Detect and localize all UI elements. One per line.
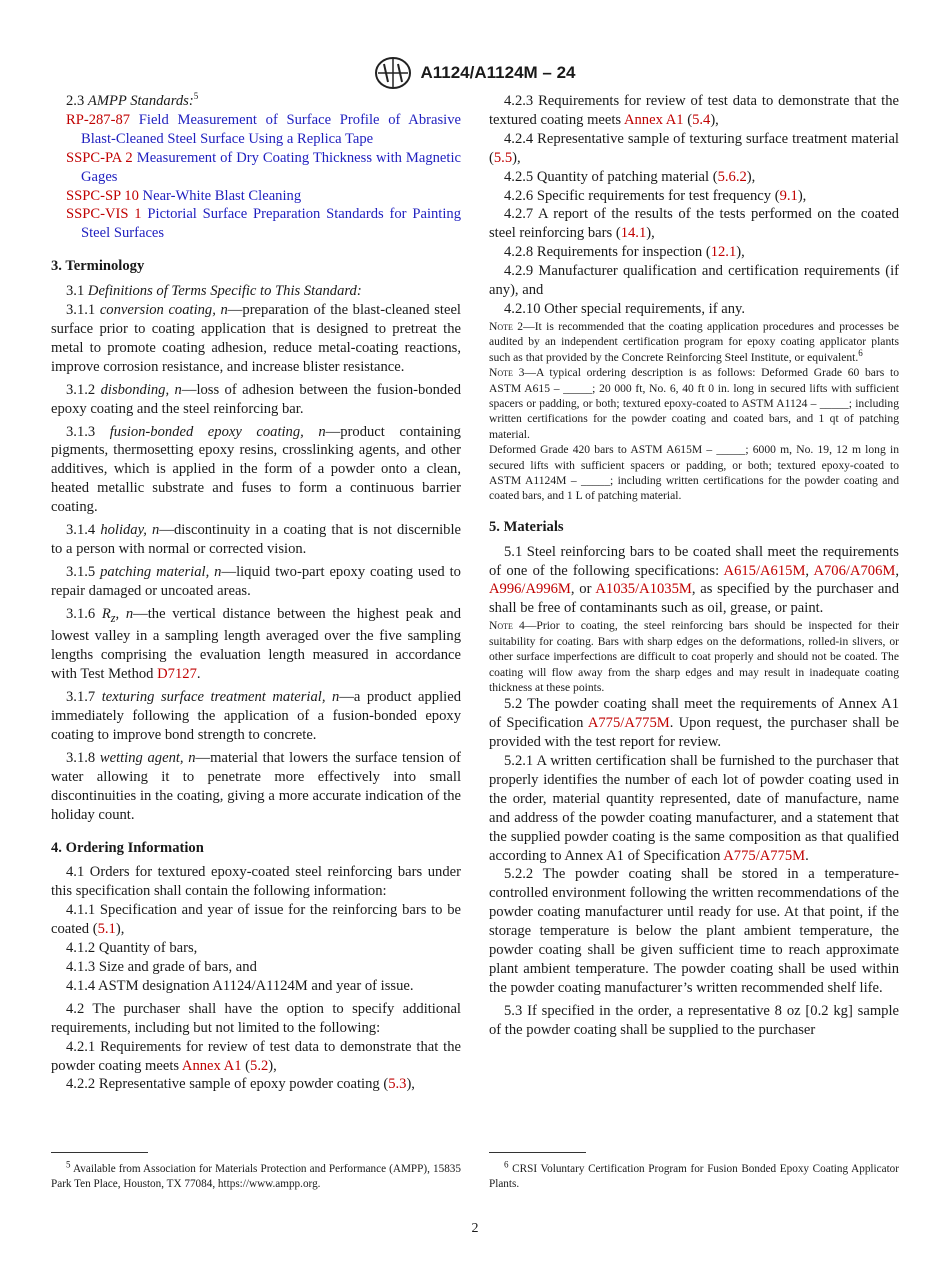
section-4-1-1: 4.1.1 Specification and year of issue for the reinforcing bars to be coated (5.1), <box>51 902 461 938</box>
section-heading-ordering: 4. Ordering Information <box>51 839 204 856</box>
section-4-1-4: 4.1.4 ASTM designation A1124/A1124M and year of issue. <box>66 977 414 994</box>
section-4-2-4: 4.2.4 Representative sample of texturing surface treatment material (5.5), <box>489 130 899 166</box>
section-link[interactable]: 12.1 <box>710 244 737 261</box>
section-4-1-2: 4.1.2 Quantity of bars, <box>66 940 198 957</box>
section-4-2-7: 4.2.7 A report of the results of the tests performed on the coated steel reinforcing bars (14.1), <box>489 206 899 242</box>
section-heading-materials: 5. Materials <box>489 518 564 535</box>
definition-3-1-1: 3.1.1 conversion coating, n—preparation of the blast-cleaned steel surface prior to coating application that is designed to pretreat the metal to promote coating adhesion, reduce metal-coating reactions, improve corrosion resistance, and increase blister resistance. <box>51 302 461 375</box>
reference-item <box>51 205 461 243</box>
spec-link[interactable]: A775/A775M <box>723 847 806 864</box>
definition-3-1-5: 3.1.5 patching material, n—liquid two-part epoxy coating used to repair damaged or uncoated areas. <box>51 563 461 599</box>
reference-code-link[interactable]: SSPC-SP 10 <box>66 187 139 204</box>
section-4-2-10: 4.2.10 Other special requirements, if any. <box>504 300 745 317</box>
definition-3-1-3: 3.1.3 fusion-bonded epoxy coating, n—product containing pigments, thermosetting epoxy resins, crosslinking agents, and other additives, which is applied in the form of a powder onto a clean, heated metallic substrate and fuses to form a continuous barrier coating. <box>51 423 461 516</box>
section-4-2-2: 4.2.2 Representative sample of epoxy powder coating (5.3), <box>66 1076 415 1093</box>
note-2: Note 2—It is recommended that the coating application procedures and processes be audited by an independent certification program for epoxy coating applicator plants such as that provided by the Concrete Reinforcing Steel Institute, or equivalent.$^6$ <box>489 319 899 364</box>
definition-3-1-4: 3.1.4 holiday, n—discontinuity in a coating that is not discernible to a person with normal or corrected vision. <box>51 522 462 557</box>
footnote-6: $^6$ CRSI Voluntary Certification Program for Fusion Bonded Epoxy Coating Applicator Plants. <box>489 1159 899 1190</box>
section-link[interactable]: 9.1 <box>779 187 798 204</box>
definition-3-1-7: 3.1.7 texturing surface treatment material, n—a product applied immediately following the application of a fusion-bonded epoxy coating to improve bond strength to concrete. <box>51 689 461 743</box>
left-column <box>51 92 461 1094</box>
section-heading-terminology: 3. Terminology <box>51 258 145 275</box>
section-link[interactable]: 5.2 <box>250 1057 269 1074</box>
section-5-3: 5.3 If specified in the order, a representative 8 oz [0.2 kg] sample of the powder coating shall be supplied to the purchaser <box>489 1002 899 1038</box>
spec-link[interactable]: A1035/A1035M <box>595 581 692 598</box>
right-column <box>489 92 899 1040</box>
reference-title-link[interactable]: Field Measurement of Surface Profile of Abrasive Blast-Cleaned Steel Surface Using a Replica Tape <box>81 111 461 147</box>
section-4-1: 4.1 Orders for textured epoxy-coated steel reinforcing bars under this specification shall contain the following information: <box>51 864 461 900</box>
annex-link[interactable]: Annex A1 <box>181 1057 242 1074</box>
section-4-2-8: 4.2.8 Requirements for inspection (12.1), <box>504 244 745 261</box>
section-link[interactable]: 5.3 <box>388 1076 407 1093</box>
section-4-2: 4.2 The purchaser shall have the option to specify additional requirements, including but not limited to the following: <box>51 1000 461 1036</box>
page-header <box>0 56 950 90</box>
section-4-2-6: 4.2.6 Specific requirements for test frequency (9.1), <box>504 187 807 204</box>
section-link[interactable]: 5.1 <box>97 921 116 938</box>
section-2-3: 2.3 AMPP Standards:$^5$ <box>66 91 199 109</box>
reference-code-link[interactable]: SSPC-VIS 1 <box>66 206 142 223</box>
spec-link[interactable]: A996/A996M <box>489 581 571 598</box>
section-4-2-5: 4.2.5 Quantity of patching material (5.6.2), <box>504 168 756 185</box>
spec-link[interactable]: A775/A775M <box>587 715 670 732</box>
reference-code-link[interactable]: SSPC-PA 2 <box>66 149 133 166</box>
section-4-2-3: 4.2.3 Requirements for review of test data to demonstrate that the textured coating meets Annex A1 (5.4), <box>489 93 899 128</box>
footnote-5: $^5$ Available from Association for Materials Protection and Performance (AMPP), 15835 Park Ten Place, Houston, TX 77084, https://www.ampp.org. <box>51 1159 461 1190</box>
section-4-2-9: 4.2.9 Manufacturer qualification and certification requirements (if any), and <box>489 263 899 299</box>
spec-link[interactable]: A615/A615M <box>723 562 806 579</box>
section-4-2-1: 4.2.1 Requirements for review of test data to demonstrate that the powder coating meets Annex A1 (5.2), <box>51 1038 461 1074</box>
section-link[interactable]: 14.1 <box>620 225 647 242</box>
reference-title-link[interactable]: Pictorial Surface Preparation Standards for Painting Steel Surfaces <box>81 206 461 242</box>
document-designation: A1124/A1124M – 24 <box>420 63 576 82</box>
standard-link[interactable]: D7127 <box>157 666 197 683</box>
definition-3-1-8: 3.1.8 wetting agent, n—material that lowers the surface tension of water allowing it to penetrate more effectively into small discontinuities in the coating, giving a more accurate indication of the holiday count. <box>51 749 461 823</box>
annex-link[interactable]: Annex A1 <box>623 111 684 128</box>
spec-link[interactable]: A706/A706M <box>813 562 896 579</box>
note-4: Note 4—Prior to coating, the steel reinforcing bars should be inspected for their suitability for coating. Bars with sharp edges on the deformations, rolled-in slivers, or other surface imperfections are difficult to coat properly and should not be coated. The coating will flow away from the sharp edges and may result in inadequate coating thickness at these points. <box>489 619 900 694</box>
footnote-divider <box>51 1152 148 1153</box>
reference-item <box>51 187 461 206</box>
reference-code-link[interactable]: RP-287-87 <box>66 111 131 128</box>
reference-title-link[interactable]: Near-White Blast Cleaning <box>142 187 302 204</box>
section-5-2: 5.2 The powder coating shall meet the requirements of Annex A1 of Specification A775/A775M. Upon request, the purchaser shall be provided with the test report for review. <box>489 696 899 751</box>
section-5-2-2: 5.2.2 The powder coating shall be stored in a temperature-controlled environment following the written recommendations of the powder coating manufacturer until ready for use. At that point, if the storage temperature is below the plant ambient temperature, the powder coating shall be given sufficient time to reach approximate plant ambient temperature. The powder coating shall be used within the powder coating manufacturer’s written recommended shelf life. <box>489 866 899 996</box>
page-number: 2 <box>471 1221 479 1236</box>
section-5-1: 5.1 Steel reinforcing bars to be coated shall meet the requirements of one of the following specifications: A615/A615M, A706/A706M, A996/A996M, or A1035/A1035M, as specified by the purchaser and shall be free of contaminants such as oil, grease, or paint. <box>489 543 899 617</box>
section-4-1-3: 4.1.3 Size and grade of bars, and <box>66 958 257 975</box>
reference-title-link[interactable]: Measurement of Dry Coating Thickness with Magnetic Gages <box>81 149 461 185</box>
section-link[interactable]: 5.6.2 <box>717 168 747 185</box>
note-3-metric: Deformed Grade 420 bars to ASTM A615M – _____; 6000 m, No. 19, 12 m long in secured lifts with sufficient spacers or padding, or both; textured epoxy-coated to ASTM A1124M – _____; including written certifications for the powder coating and coated bars, and 1 L of patching material. <box>489 443 899 503</box>
definition-3-1-2: 3.1.2 disbonding, n—loss of adhesion between the fusion-bonded epoxy coating and the steel reinforcing bar. <box>51 381 461 417</box>
reference-item <box>51 149 461 187</box>
astm-logo-icon <box>374 56 412 90</box>
reference-item <box>51 111 461 149</box>
section-3-1: 3.1 Definitions of Terms Specific to This Standard: <box>66 283 362 300</box>
note-3: Note 3—A typical ordering description is as follows: Deformed Grade 60 bars to ASTM A615 – _____; 20 000 ft, No. 6, 40 ft 0 in. long in secured lifts with sufficient spacers or padding, or both; textured epoxy-coated to ASTM A1124 – _____; including written certifications for the powder coating and coated bars, and 1 qt of patching material. <box>489 366 899 441</box>
section-5-2-1: 5.2.1 A written certification shall be furnished to the purchaser that properly identifies the number of each lot of powder coating used in the order, material quantity represented, date of manufacture, name and address of the powder coating manufacturer, and a statement that the supplied powder coating is the same composition as that qualified according to Annex A1 of Specification A775/A775M. <box>489 753 899 864</box>
section-link[interactable]: 5.5 <box>493 149 513 166</box>
definition-3-1-6: 3.1.6 $R_z$, n—the vertical distance between the highest peak and lowest valley in a sampling length averaged over the five sampling lengths comprising the evaluation length measured in accordance with Test Method D7127. <box>51 605 461 683</box>
footnote-divider <box>489 1152 586 1153</box>
section-link[interactable]: 5.4 <box>692 111 711 128</box>
